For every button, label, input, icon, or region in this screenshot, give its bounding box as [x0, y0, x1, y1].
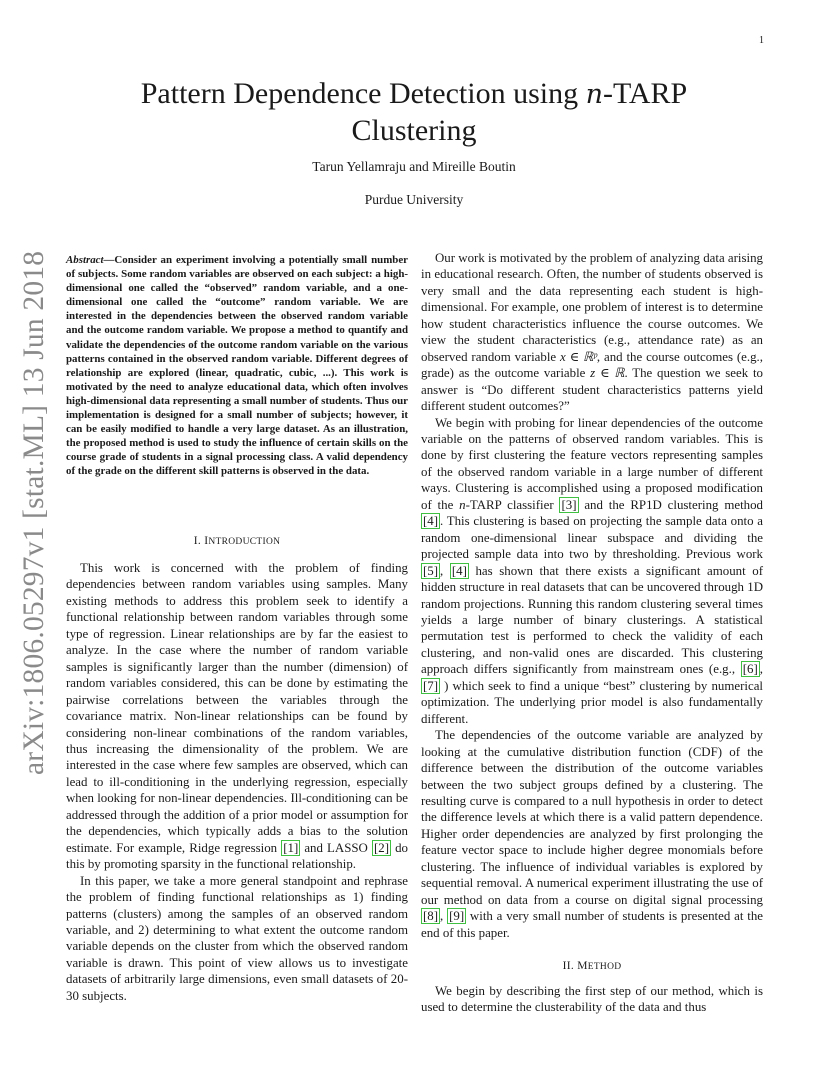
- right-p3-a: The dependencies of the outcome variable are analyzed by looking at the cumulative distribution function (CDF) of the difference between the distribution of the outcome variables between the two subject groups defined by a clustering. The resulting curve is compared to a null hypothesis in order to detect the difference levels at which there is a valid pattern dependence. Higher order dependencies are analyzed by first prolonging the feature vector space to include higher degree monomials before clustering. The influence of individual variables is explored by sequential removal. A numerical experiment illustrating the use of our method on data from a course on digital signal processing: [421, 728, 763, 907]
- citation-3[interactable]: [3]: [561, 497, 577, 512]
- right-p2-f: has shown that there exists a significant amount of hidden structure in real datasets that can be uncovered through 1D random projections. Running this random clustering several times yields a large number of binary clusterings. A statistical permutation test is performed to check the validity of each clustering, and non-valid ones are discarded. This clustering approach differs significantly from mainstream ones (e.g.,: [421, 563, 763, 677]
- math-x: x ∈ ℝᵖ: [560, 349, 597, 364]
- intro-p1-a: This work is concerned with the problem of finding dependencies between random variables using samples. Many existing methods to address this problem seek to identify a functional relationship between random variables through some type of regression. Linear relationships are by far the easiest to analyze. In the case where the number of random variable samples is significantly larger than the number (dimension) of random variables considered, this can be done by estimating the pairwise correlations between the variables through the covariance matrix. Non-linear relationships can be found by considering non-linear combinations of the random variables, thus increasing the dimensionality of the problem. We are interested in the case where few samples are observed, which can lead to ill-conditioning in the underlying regression, especially when looking for non-linear dependencies. Ill-conditioning can be addressed through the addition of a prior model or assumption for the dependencies, which typically adds a bias to the solution estimate. For example, Ridge regression: [66, 561, 408, 855]
- citation-9[interactable]: [9]: [449, 909, 465, 924]
- abstract: [66, 253, 408, 479]
- right-paragraph-2: [421, 415, 763, 728]
- page-number: 1: [759, 35, 764, 46]
- citation-6[interactable]: [6]: [742, 662, 758, 677]
- right-p1-a: Our work is motivated by the problem of analyzing data arising in educational research. Often, the number of students observed is very small and the data representing each student is high-dimensional. For example, one problem of interest is to determine how student characteristics influence the course outcomes. We view the student characteristics (e.g., attendance rate) as an observed random variable: [421, 251, 763, 364]
- title-part1: Pattern Dependence Detection using: [140, 77, 586, 110]
- paper-title: [80, 76, 748, 149]
- title-part2: -TARP: [602, 77, 688, 110]
- citation-2[interactable]: [2]: [373, 840, 389, 855]
- citation-4b[interactable]: [4]: [451, 563, 467, 578]
- citation-5[interactable]: [5]: [423, 563, 439, 578]
- intro-body: [66, 560, 408, 1004]
- intro-heading-num: I.: [193, 535, 205, 547]
- right-paragraph-3: [421, 727, 763, 941]
- intro-p1-b: and LASSO: [300, 840, 372, 855]
- math-n: n: [459, 497, 466, 512]
- abstract-text: —Consider an experiment involving a potentially small number of subjects. Some random variables are observed on each subject: a high-dimensional one called the “observed” random variable, and a one-dimensional one called the “outcome” random variable. We are interested in the dependencies between the observed random variable and the outcome random variable. We propose a method to quantify and validate the dependencies of the outcome random variable on the various patterns contained in the observed random variable. Different degrees of relationship are explored (linear, quadratic, cubic, ...). This work is motivated by the need to analyze educational data, which often involves high-dimensional data representing a small number of students. Thus our implementation is designed for a small number of subjects; however, it can be easily modified to handle a very large dataset. As an illustration, the proposed method is used to study the influence of certain skills on the course grade of students in a signal processing class. A valid dependency of the grade on the different skill patterns is observed in the data.: [66, 254, 408, 478]
- right-p2-d: . This clustering is based on projecting the sample data onto a random one-dimensional linear subspace and dividing the projected sample data into two by thresholding. Previous work: [421, 514, 763, 562]
- method-heading-first: M: [577, 960, 588, 972]
- right-p2-c: and the RP1D clustering method: [578, 497, 763, 512]
- title-line2: Clustering: [351, 114, 477, 147]
- method-heading-rest: ETHOD: [587, 962, 622, 972]
- citation-7[interactable]: [7]: [423, 678, 439, 693]
- title-italic-n: n: [585, 79, 603, 110]
- intro-p1-c: do this by promoting sparsity in the functional relationship.: [66, 840, 408, 872]
- right-p1-c: . The question we seek to answer is “Do different student characteristics patterns yield different student outcomes?”: [421, 366, 763, 414]
- right-column-body: [421, 250, 763, 941]
- method-heading-num: II.: [562, 960, 578, 972]
- math-z: z ∈ ℝ: [590, 366, 625, 381]
- authors: Tarun Yellamraju and Mireille Boutin: [312, 159, 516, 174]
- intro-paragraph-1: [66, 560, 408, 873]
- method-heading: [421, 960, 763, 972]
- method-paragraph-1: We begin by describing the first step of our method, which is used to determine the clusterability of the data and thus: [421, 984, 763, 1015]
- right-paragraph-1: [421, 250, 763, 415]
- citation-8[interactable]: [8]: [423, 909, 439, 924]
- right-p2-h: ) which seek to find a unique “best” clustering by numerical optimization. The underlying prior model is also fundamentally different.: [421, 678, 763, 726]
- citation-1[interactable]: [1]: [283, 840, 299, 855]
- intro-heading: [66, 535, 408, 547]
- affiliation: Purdue University: [364, 192, 464, 207]
- right-p1-b: , and the course outcomes (e.g., grade) as the outcome variable: [421, 349, 763, 381]
- right-p2-g: ,: [759, 662, 763, 677]
- right-p3-c: with a very small number of students is presented at the end of this paper.: [421, 909, 763, 940]
- right-p2-e: ,: [440, 563, 450, 578]
- right-p2-a: We begin with probing for linear dependencies of the outcome variable on the patterns of observed random variables. This is done by first clustering the feature vectors representing samples of the observed random variable in a large number of different ways. Clustering is accomplished using a proposed modification of the: [421, 415, 763, 512]
- intro-heading-first: I: [204, 535, 209, 547]
- arxiv-stamp: arXiv:1806.05297v1 [stat.ML] 13 Jun 2018: [18, 250, 50, 775]
- citation-4[interactable]: [4]: [423, 514, 439, 529]
- right-p2-b: -TARP classifier: [465, 497, 560, 512]
- method-body: [421, 983, 763, 1016]
- intro-paragraph-2: In this paper, we take a more general standpoint and rephrase the problem of finding functional relationships as 1) finding patterns (clusters) among the samples of an observed random variable, and 2) determining to what extent the outcome random variable depends on the cluster from which the observed random variable is drawn. This point of view allows us to investigate datasets of arbitrarily large dimensions, even small datasets of 20-30 subjects.: [66, 873, 408, 1003]
- intro-heading-rest: NTRODUCTION: [208, 537, 281, 547]
- abstract-lead: Abstract: [66, 254, 104, 266]
- right-p3-b: ,: [440, 909, 448, 924]
